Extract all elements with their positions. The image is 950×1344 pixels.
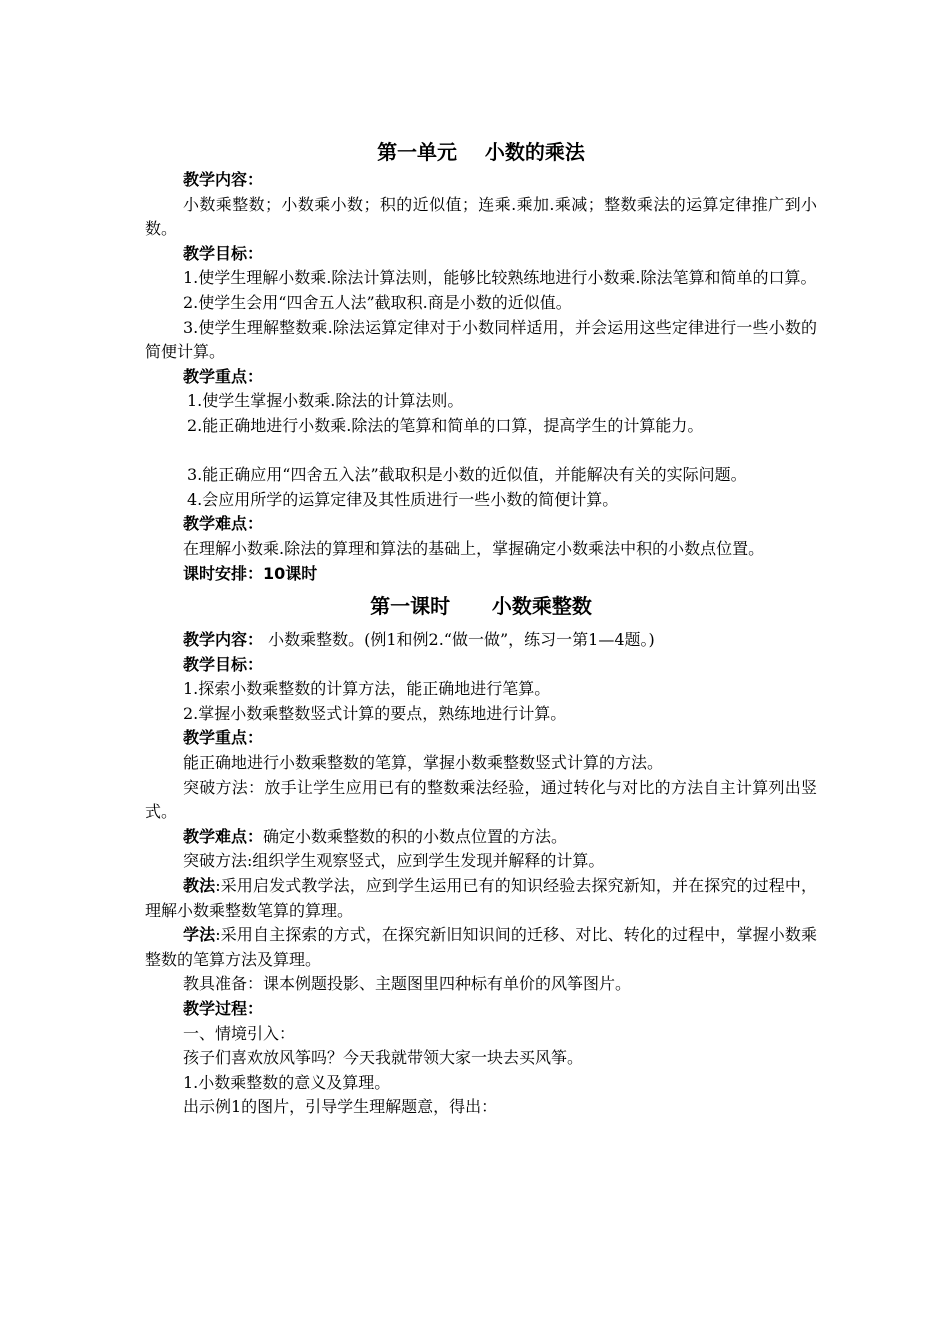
unit-goals-heading: 教学目标： bbox=[183, 243, 264, 263]
lesson-difficulty-text: 确定小数乘整数的积的小数点位置的方法。 bbox=[263, 826, 568, 846]
lesson-content-label: 教学内容： bbox=[183, 630, 264, 650]
lesson-difficulty-line bbox=[145, 825, 817, 850]
lesson-process-1: 一、情境引入： bbox=[183, 1023, 296, 1043]
lesson-key-heading: 教学重点： bbox=[183, 728, 264, 748]
lesson-teaching-label: 教法 bbox=[183, 876, 216, 896]
unit-title: 第一单元 小数的乘法 bbox=[377, 140, 585, 164]
lesson-key-method: 突破方法：放手让学生应用已有的整数乘法经验，通过转化与对比的方法自主计算列出竖式。 bbox=[145, 777, 817, 822]
unit-difficulty-heading: 教学难点： bbox=[183, 514, 264, 534]
lesson-teaching-method bbox=[145, 874, 817, 923]
unit-goal-3: 3.使学生理解整数乘.除法运算定律对于小数同样适用，并会运用这些定律进行一些小数的简便计算。 bbox=[145, 317, 817, 362]
lesson-key-text: 能正确地进行小数乘整数的笔算，掌握小数乘整数竖式计算的方法。 bbox=[183, 753, 664, 773]
lesson-learning-text: :采用自主探索的方式，在探究新旧知识间的迁移、对比、转化的过程中，掌握小数乘整数的笔算方法及算理。 bbox=[145, 925, 817, 969]
lesson-process-4: 出示例1的图片，引导学生理解题意，得出： bbox=[183, 1097, 498, 1117]
document-page bbox=[145, 138, 817, 1120]
unit-key-point-3: 3.能正确应用“四舍五入法”截取积是小数的近似值，并能解决有关的实际问题。 bbox=[187, 465, 747, 485]
lesson-goal-2: 2.掌握小数乘整数竖式计算的要点，熟练地进行计算。 bbox=[183, 703, 567, 723]
unit-key-heading: 教学重点： bbox=[183, 366, 264, 386]
unit-content-text: 小数乘整数；小数乘小数；积的近似值；连乘.乘加.乘减；整数乘法的运算定律推广到小数。 bbox=[145, 194, 817, 239]
lesson-tools: 教具准备：课本例题投影、主题图里四种标有单价的风筝图片。 bbox=[183, 974, 632, 994]
lesson-process-2: 孩子们喜欢放风筝吗？今天我就带领大家一块去买风筝。 bbox=[183, 1048, 584, 1068]
lesson-difficulty-method: 突破方法:组织学生观察竖式，应到学生发现并解释的计算。 bbox=[183, 851, 605, 871]
lesson-goals-heading: 教学目标： bbox=[183, 654, 264, 674]
blank-line bbox=[145, 439, 817, 464]
unit-key-point-1: 1.使学生掌握小数乘.除法的计算法则。 bbox=[187, 391, 464, 411]
unit-goal-1: 1.使学生理解小数乘.除法计算法则，能够比较熟练地进行小数乘.除法笔算和简单的口算。 bbox=[183, 268, 817, 288]
lesson-teaching-text: :采用启发式教学法，应到学生运用已有的知识经验去探究新知，并在探究的过程中，理解小数乘整数笔算的算理。 bbox=[145, 876, 817, 920]
lesson-process-heading: 教学过程： bbox=[183, 999, 264, 1018]
unit-key-point-4: 4.会应用所学的运算定律及其性质进行一些小数的简便计算。 bbox=[187, 489, 619, 509]
unit-content-heading: 教学内容： bbox=[183, 170, 264, 189]
unit-difficulty-text: 在理解小数乘.除法的算理和算法的基础上，掌握确定小数乘法中积的小数点位置。 bbox=[183, 538, 765, 558]
lesson-content-line bbox=[145, 628, 817, 653]
lesson-learning-method bbox=[145, 923, 817, 972]
unit-goal-2: 2.使学生会用“四舍五人法”截取积.商是小数的近似值。 bbox=[183, 292, 572, 312]
lesson-goal-1: 1.探索小数乘整数的计算方法，能正确地进行笔算。 bbox=[183, 679, 551, 699]
lesson-difficulty-label: 教学难点： bbox=[183, 826, 264, 846]
unit-schedule: 课时安排：10课时 bbox=[183, 563, 318, 583]
unit-key-point-2: 2.能正确地进行小数乘.除法的笔算和简单的口算，提高学生的计算能力。 bbox=[187, 415, 704, 435]
lesson-title: 第一课时 小数乘整数 bbox=[370, 594, 592, 619]
lesson-content-text: 小数乘整数。(例1和例2.“做一做”，练习一第1—4题。) bbox=[263, 630, 655, 650]
lesson-learning-label: 学法 bbox=[183, 925, 216, 945]
lesson-process-3: 1.小数乘整数的意义及算理。 bbox=[183, 1072, 391, 1092]
